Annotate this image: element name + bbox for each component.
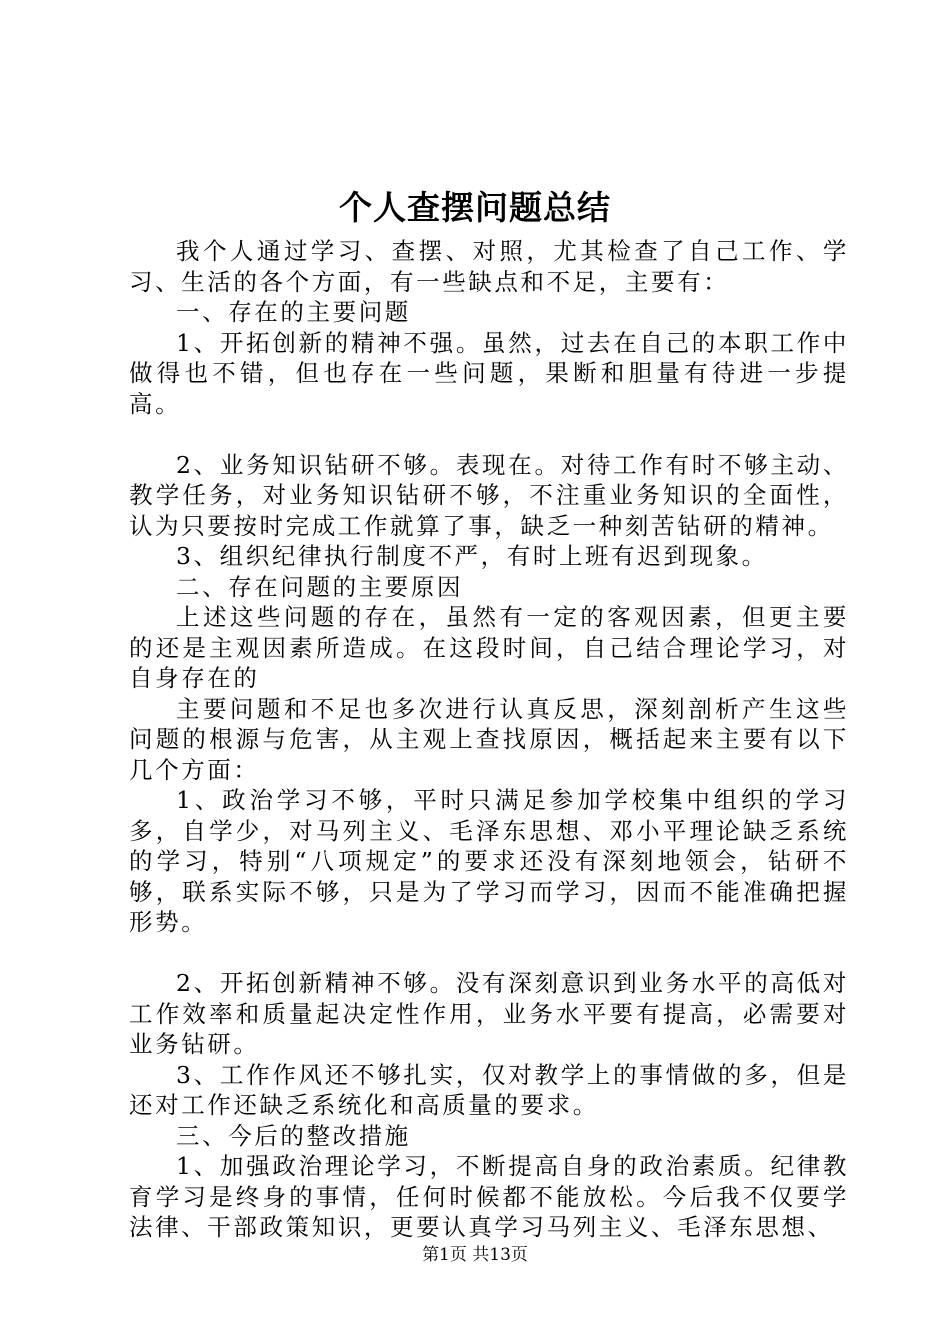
section-heading-1: 一、存在的主要问题 xyxy=(176,298,411,326)
paragraph-3-1: 1、加强政治理论学习，不断提高自身的政治素质。纪律教育学习是终身的事情，任何时候都不能放松。今后我不仅要学法律、干部政策知识，更要认真学习马列主义、毛泽东思想、 xyxy=(129,1152,849,1241)
paragraph-2-3: 3、工作作风还不够扎实，仅对教学上的事情做的多，但是还对工作还缺乏系统化和高质量的要求。 xyxy=(129,1060,849,1119)
paragraph-2-intro-cont: 主要问题和不足也多次进行认真反思，深刻剖析产生这些问题的根源与危害，从主观上查找原因，概括起来主要有以下几个方面： xyxy=(129,694,849,784)
intro-paragraph: 我个人通过学习、查摆、对照，尤其检查了自己工作、学习、生活的各个方面，有一些缺点和不足，主要有： xyxy=(129,237,849,296)
section-heading-3: 三、今后的整改措施 xyxy=(176,1121,411,1150)
section-heading-2: 二、存在问题的主要原因 xyxy=(176,572,464,601)
paragraph-2-1: 1、政治学习不够，平时只满足参加学校集中组织的学习多，自学少，对马列主义、毛泽东思想、邓小平理论缺乏系统的学习，特别“八项规定”的要求还没有深刻地领会，钻研不够，联系实际不够，只是为了学习而学习，因而不能准确把握形势。 xyxy=(129,786,849,936)
paragraph-1-1: 1、开拓创新的精神不强。虽然，过去在自己的本职工作中做得也不错，但也存在一些问题，果断和胆量有待进一步提高。 xyxy=(129,328,849,418)
page-number-footer: 第1页 共13页 xyxy=(422,1245,528,1265)
paragraph-2-intro: 上述这些问题的存在，虽然有一定的客观因素，但更主要的还是主观因素所造成。在这段时间，自己结合理论学习，对自身存在的 xyxy=(129,603,849,692)
paragraph-1-3: 3、组织纪律执行制度不严，有时上班有迟到现象。 xyxy=(176,542,768,570)
document-body xyxy=(129,236,849,1243)
document-title: 个人查摆问题总结 xyxy=(339,188,611,227)
paragraph-2-2: 2、开拓创新精神不够。没有深刻意识到业务水平的高低对工作效率和质量起决定性作用，业务水平要有提高，必需要对业务钻研。 xyxy=(129,969,849,1058)
paragraph-1-2: 2、业务知识钻研不够。表现在。对待工作有时不够主动、教学任务，对业务知识钻研不够，不注重业务知识的全面性，认为只要按时完成工作就算了事，缺乏一种刻苦钻研的精神。 xyxy=(129,450,849,540)
